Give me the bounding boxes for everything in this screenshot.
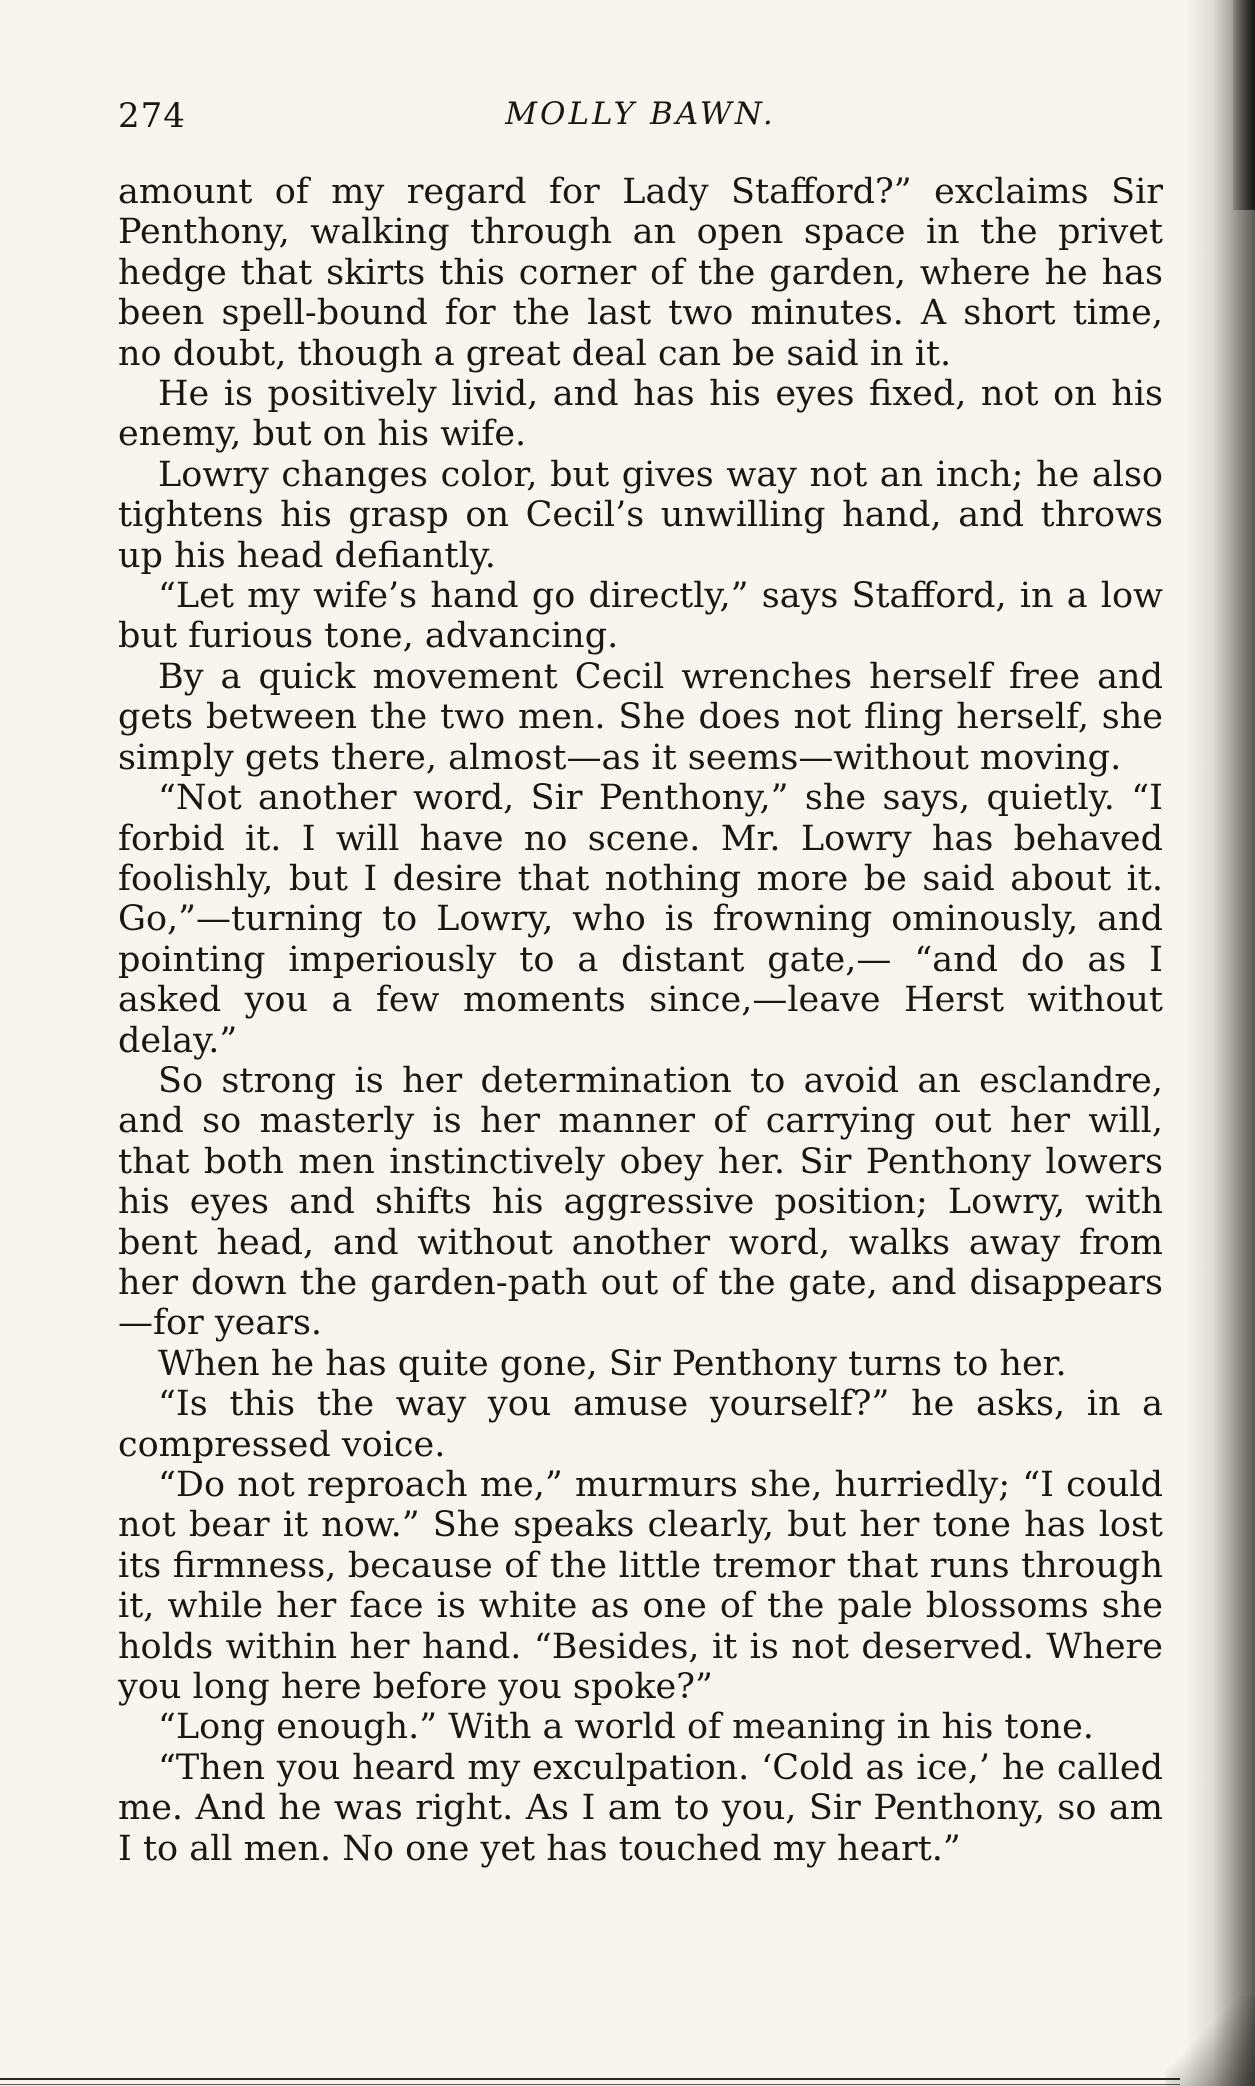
paragraph: “Is this the way you amuse yourself?” he asks, in a compressed voice. (118, 1384, 1163, 1465)
page-number: 274 (118, 96, 186, 136)
bottom-rule (0, 2078, 1180, 2080)
paragraph: “Not another word, Sir Penthony,” she says, quietly. “I forbid it. I will have no scene. Mr. Lowry has behaved foolishly, but I desire that nothing more be said about it. Go,”—turning to Lowry, who is frowning ominously, and pointing imperiously to a distant gate,— “and do as I asked you a few moments since,—leave Herst without delay.” (118, 778, 1163, 1061)
paragraph: He is positively livid, and has his eyes fixed, not on his enemy, but on his wife. (118, 374, 1163, 455)
book-spine-edge (1233, 0, 1255, 210)
running-title: MOLLY BAWN. (505, 96, 776, 132)
paragraph: Lowry changes color, but gives way not an inch; he also tightens his grasp on Cecil’s unwilling hand, and throws up his head defiantly. (118, 454, 1163, 576)
paragraph: “Then you heard my exculpation. ‘Cold as ice,’ he called me. And he was right. As I am to you, Sir Penthony, so am I to all men. No one yet has touched my heart.” (118, 1747, 1163, 1869)
body-text (118, 172, 1163, 1869)
bottom-rule-secondary (0, 2084, 1180, 2085)
book-spine-shadow (1185, 0, 1255, 2086)
paragraph: So strong is her determination to avoid an esclandre, and so masterly is her manner of carrying out her will, that both men instinctively obey her. Sir Penthony lowers his eyes and shifts his aggressive position; Lowry, with bent head, and without another word, walks away from her down the garden-path out of the gate, and disappears—for years. (118, 1060, 1163, 1344)
paragraph: “Let my wife’s hand go directly,” says Stafford, in a low but furious tone, advancing. (118, 576, 1163, 657)
page-header (118, 96, 1163, 140)
paragraph: amount of my regard for Lady Stafford?” exclaims Sir Penthony, walking through an open space in the privet hedge that skirts this corner of the garden, where he has been spell-bound for the last two minutes. A short time, no doubt, though a great deal can be said in it. (118, 172, 1163, 374)
paragraph: By a quick movement Cecil wrenches herself free and gets between the two men. She does not fling herself, she simply gets there, almost—as it seems—without moving. (118, 656, 1163, 778)
paragraph: “Long enough.” With a world of meaning in his tone. (158, 1707, 1094, 1748)
paragraph: When he has quite gone, Sir Penthony turns to her. (158, 1343, 1067, 1384)
page-corner-shadow (1165, 1996, 1255, 2086)
paragraph: “Do not reproach me,” murmurs she, hurriedly; “I could not bear it now.” She speaks clearly, but her tone has lost its firmness, because of the little tremor that runs through it, while her face is white as one of the pale blossoms she holds within her hand. “Besides, it is not deserved. Where you long here before you spoke?” (118, 1465, 1163, 1708)
